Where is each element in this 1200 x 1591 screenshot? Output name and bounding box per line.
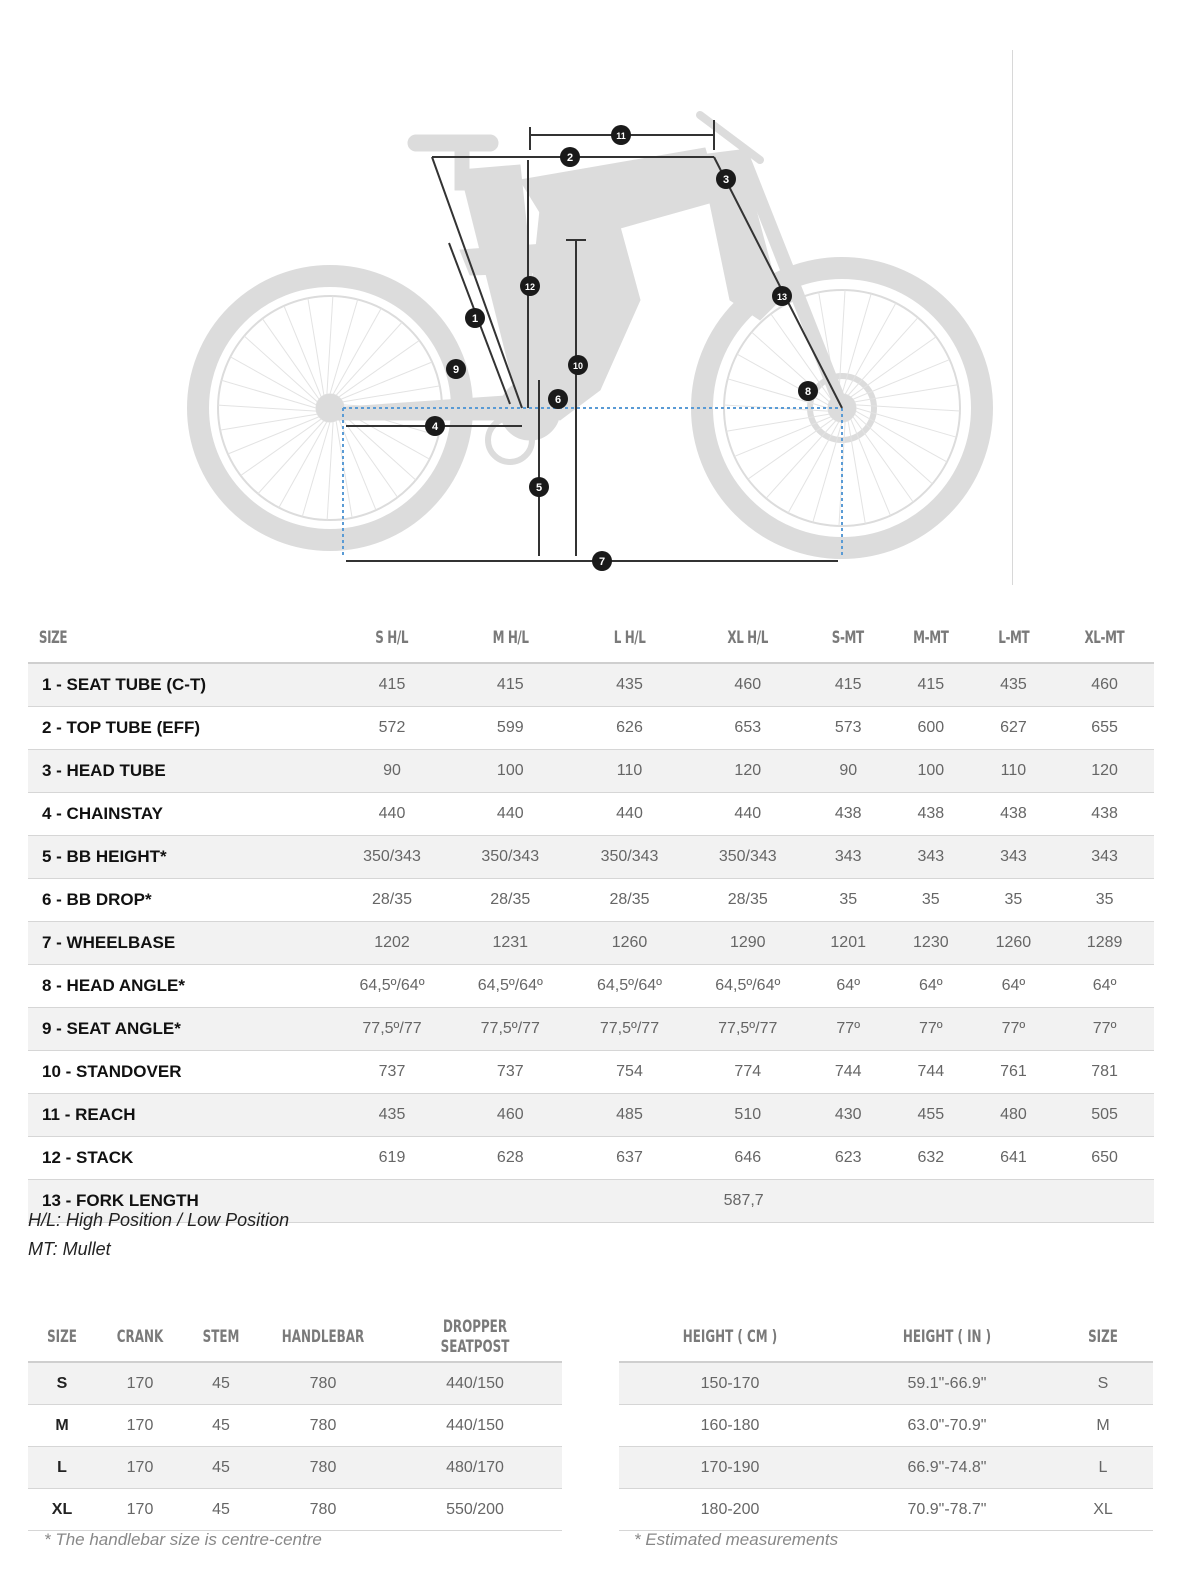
header-xl-hl: XL H/L [727,628,769,648]
table-cell: 28/35 [570,879,689,922]
table-cell: 1201 [806,922,890,965]
table-cell: 415 [333,663,450,707]
legend-notes [28,1206,289,1264]
table-cell: 430 [806,1094,890,1137]
geometry-header-row [28,614,1154,663]
table-cell: 754 [570,1051,689,1094]
table-cell: 77,5º/77 [333,1008,450,1051]
header-stem: STEM [202,1327,240,1347]
header-handlebar: HANDLEBAR [281,1327,365,1347]
table-cell: 110 [972,750,1056,793]
table-cell: 64,5º/64º [451,965,570,1008]
table-cell: 655 [1055,707,1154,750]
table-cell: 64º [890,965,972,1008]
table-cell: 460 [689,663,806,707]
marker-label: 1 [471,313,479,325]
header-l-mt: L-MT [997,628,1029,648]
row-label: 5 - BB HEIGHT* [28,836,333,879]
marker-3 [716,169,736,189]
table-cell: 170 [96,1447,184,1489]
table-cell: 35 [890,879,972,922]
note-hl: H/L: High Position / Low Position [28,1210,290,1230]
table-cell: 653 [689,707,806,750]
table-row [28,793,1154,836]
table-cell: 64º [972,965,1056,1008]
marker-11 [611,125,631,145]
row-label: 4 - CHAINSTAY [28,793,333,836]
marker-label: 7 [598,556,606,568]
table-row [619,1362,1153,1405]
table-cell: 485 [570,1094,689,1137]
marker-label: 12 [524,282,536,292]
header-size: SIZE [38,628,68,648]
table-cell: 440/150 [388,1405,562,1447]
row-label: 3 - HEAD TUBE [28,750,333,793]
divider-line [1012,50,1013,585]
table-cell: 781 [1055,1051,1154,1094]
table-cell: 45 [184,1405,258,1447]
table-cell: 64º [806,965,890,1008]
table-cell: 572 [333,707,450,750]
table-cell: 761 [972,1051,1056,1094]
table-cell: 64,5º/64º [570,965,689,1008]
header-crank: CRANK [116,1327,164,1347]
table-cell: 774 [689,1051,806,1094]
table-cell: 1260 [570,922,689,965]
table-cell: 90 [333,750,450,793]
table-row [28,1405,562,1447]
table-cell: L [28,1447,96,1489]
table-cell: 77,5º/77 [689,1008,806,1051]
header-size: SIZE [1088,1327,1118,1347]
components-table [28,1313,562,1531]
table-cell: 438 [806,793,890,836]
row-label: 6 - BB DROP* [28,879,333,922]
table-cell: 77º [972,1008,1056,1051]
marker-label: 6 [554,394,562,406]
table-row [28,1489,562,1531]
table-cell: 77º [890,1008,972,1051]
table-cell: 623 [806,1137,890,1180]
row-label: 7 - WHEELBASE [28,922,333,965]
table-row [28,965,1154,1008]
header-height-in: HEIGHT ( IN ) [902,1327,992,1347]
table-row [28,1137,1154,1180]
table-cell: 599 [451,707,570,750]
table-cell: 110 [570,750,689,793]
fit-footnote: * Estimated measurements [634,1530,839,1549]
table-cell: 550/200 [388,1489,562,1531]
marker-6 [548,389,568,409]
row-label: 9 - SEAT ANGLE* [28,1008,333,1051]
rider-fit-table [619,1313,1153,1531]
table-cell: 35 [1055,879,1154,922]
table-cell: 1290 [689,922,806,965]
table-cell: 35 [806,879,890,922]
marker-label: 8 [804,386,812,398]
geometry-table [28,614,1154,1223]
table-cell: 350/343 [689,836,806,879]
fork-length-value: 587,7 [333,1180,1154,1223]
table-cell: 626 [570,707,689,750]
table-cell: 170-190 [619,1447,841,1489]
table-row [619,1447,1153,1489]
marker-1 [465,308,485,328]
table-cell: 350/343 [451,836,570,879]
table-cell: 120 [1055,750,1154,793]
table-cell: 440 [689,793,806,836]
table-cell: XL [1053,1489,1153,1531]
table-cell: 415 [451,663,570,707]
table-row [619,1405,1153,1447]
table-row [28,1051,1154,1094]
table-cell: 440 [570,793,689,836]
table-cell: 737 [451,1051,570,1094]
row-label: 10 - STANDOVER [28,1051,333,1094]
bike-geometry-diagram [0,0,1200,600]
table-cell: 780 [258,1447,388,1489]
table-cell: 435 [972,663,1056,707]
table-cell: 77,5º/77 [451,1008,570,1051]
header-m-hl: M H/L [492,628,529,648]
row-label: 11 - REACH [28,1094,333,1137]
table-cell: 641 [972,1137,1056,1180]
table-cell: 64º [1055,965,1154,1008]
table-row [28,1447,562,1489]
table-cell: 170 [96,1489,184,1531]
table-row [28,1094,1154,1137]
table-cell: 480/170 [388,1447,562,1489]
table-cell: 455 [890,1094,972,1137]
marker-8 [798,381,818,401]
table-cell: 170 [96,1405,184,1447]
table-cell: 440 [333,793,450,836]
table-cell: 160-180 [619,1405,841,1447]
table-cell: 1230 [890,922,972,965]
table-cell: 573 [806,707,890,750]
row-label: 2 - TOP TUBE (EFF) [28,707,333,750]
table-cell: 627 [972,707,1056,750]
table-cell: 70.9"-78.7" [841,1489,1053,1531]
header-s-mt: S-MT [832,628,865,648]
marker-10 [568,355,588,375]
table-cell: 343 [972,836,1056,879]
table-row [28,707,1154,750]
table-cell: 1231 [451,922,570,965]
table-row [28,663,1154,707]
marker-9 [446,359,466,379]
table-cell: 737 [333,1051,450,1094]
table-cell: 415 [890,663,972,707]
table-cell: 440 [451,793,570,836]
table-cell: 435 [333,1094,450,1137]
table-cell: 150-170 [619,1362,841,1405]
table-cell: L [1053,1447,1153,1489]
table-row [28,1362,562,1405]
table-cell: 780 [258,1362,388,1405]
table-cell: 63.0"-70.9" [841,1405,1053,1447]
table-cell: 180-200 [619,1489,841,1531]
table-cell: 632 [890,1137,972,1180]
table-cell: 343 [1055,836,1154,879]
table-cell: 77º [806,1008,890,1051]
table-cell: M [28,1405,96,1447]
components-footnote: * The handlebar size is centre-centre [44,1530,322,1549]
marker-4 [425,416,445,436]
table-cell: 460 [451,1094,570,1137]
table-row [28,879,1154,922]
table-cell: 440/150 [388,1362,562,1405]
table-cell: M [1053,1405,1153,1447]
table-cell: 170 [96,1362,184,1405]
table-cell: 510 [689,1094,806,1137]
table-cell: 780 [258,1489,388,1531]
table-cell: 415 [806,663,890,707]
marker-12 [520,276,540,296]
table-cell: 1260 [972,922,1056,965]
table-row [28,1008,1154,1051]
marker-5 [529,477,549,497]
table-row [619,1489,1153,1531]
table-cell: 64,5º/64º [689,965,806,1008]
marker-label: 13 [776,292,788,302]
table-row [28,750,1154,793]
row-label: 1 - SEAT TUBE (C-T) [28,663,333,707]
table-cell: 1289 [1055,922,1154,965]
table-cell: 637 [570,1137,689,1180]
table-cell: 45 [184,1362,258,1405]
table-cell: 28/35 [689,879,806,922]
table-cell: 45 [184,1489,258,1531]
table-cell: 35 [972,879,1056,922]
row-label: 13 - FORK LENGTH [28,1180,333,1223]
row-label: 8 - HEAD ANGLE* [28,965,333,1008]
marker-label: 3 [722,174,730,186]
table-cell: 120 [689,750,806,793]
table-cell: S [28,1362,96,1405]
header-l-hl: L H/L [613,628,646,648]
table-cell: 59.1"-66.9" [841,1362,1053,1405]
table-cell: 100 [890,750,972,793]
header-dropper: DROPPER SEATPOST [440,1317,510,1357]
table-cell: 350/343 [570,836,689,879]
table-cell: S [1053,1362,1153,1405]
marker-label: 9 [452,364,460,376]
table-cell: 646 [689,1137,806,1180]
table-cell: 350/343 [333,836,450,879]
table-cell: 66.9"-74.8" [841,1447,1053,1489]
table-cell: 343 [890,836,972,879]
table-cell: 460 [1055,663,1154,707]
components-header-row [28,1313,562,1362]
header-s-hl: S H/L [375,628,409,648]
header-height-cm: HEIGHT ( CM ) [682,1327,778,1347]
table-cell: 64,5º/64º [333,965,450,1008]
table-cell: 90 [806,750,890,793]
table-cell: 28/35 [451,879,570,922]
marker-label: 11 [616,131,626,141]
table-cell: 780 [258,1405,388,1447]
marker-7 [592,551,612,571]
row-label: 12 - STACK [28,1137,333,1180]
header-size: SIZE [47,1327,77,1347]
table-cell: 744 [890,1051,972,1094]
marker-label: 10 [572,361,584,371]
table-row [28,922,1154,965]
table-cell: XL [28,1489,96,1531]
table-cell: 438 [972,793,1056,836]
table-cell: 505 [1055,1094,1154,1137]
header-xl-mt: XL-MT [1084,628,1125,648]
table-cell: 77º [1055,1008,1154,1051]
table-cell: 619 [333,1137,450,1180]
note-mt: MT: Mullet [28,1239,111,1259]
table-cell: 438 [1055,793,1154,836]
table-cell: 600 [890,707,972,750]
table-cell: 45 [184,1447,258,1489]
table-cell: 435 [570,663,689,707]
table-cell: 100 [451,750,570,793]
table-cell: 628 [451,1137,570,1180]
table-cell: 438 [890,793,972,836]
table-cell: 1202 [333,922,450,965]
table-cell: 343 [806,836,890,879]
table-cell: 77,5º/77 [570,1008,689,1051]
table-cell: 650 [1055,1137,1154,1180]
marker-label: 2 [566,152,574,164]
table-cell: 480 [972,1094,1056,1137]
table-cell: 28/35 [333,879,450,922]
marker-label: 5 [535,482,543,494]
table-row [28,836,1154,879]
marker-13 [772,286,792,306]
marker-label: 4 [431,421,439,433]
table-cell: 744 [806,1051,890,1094]
header-m-mt: M-MT [913,628,949,648]
fit-header-row [619,1313,1153,1362]
marker-2 [560,147,580,167]
